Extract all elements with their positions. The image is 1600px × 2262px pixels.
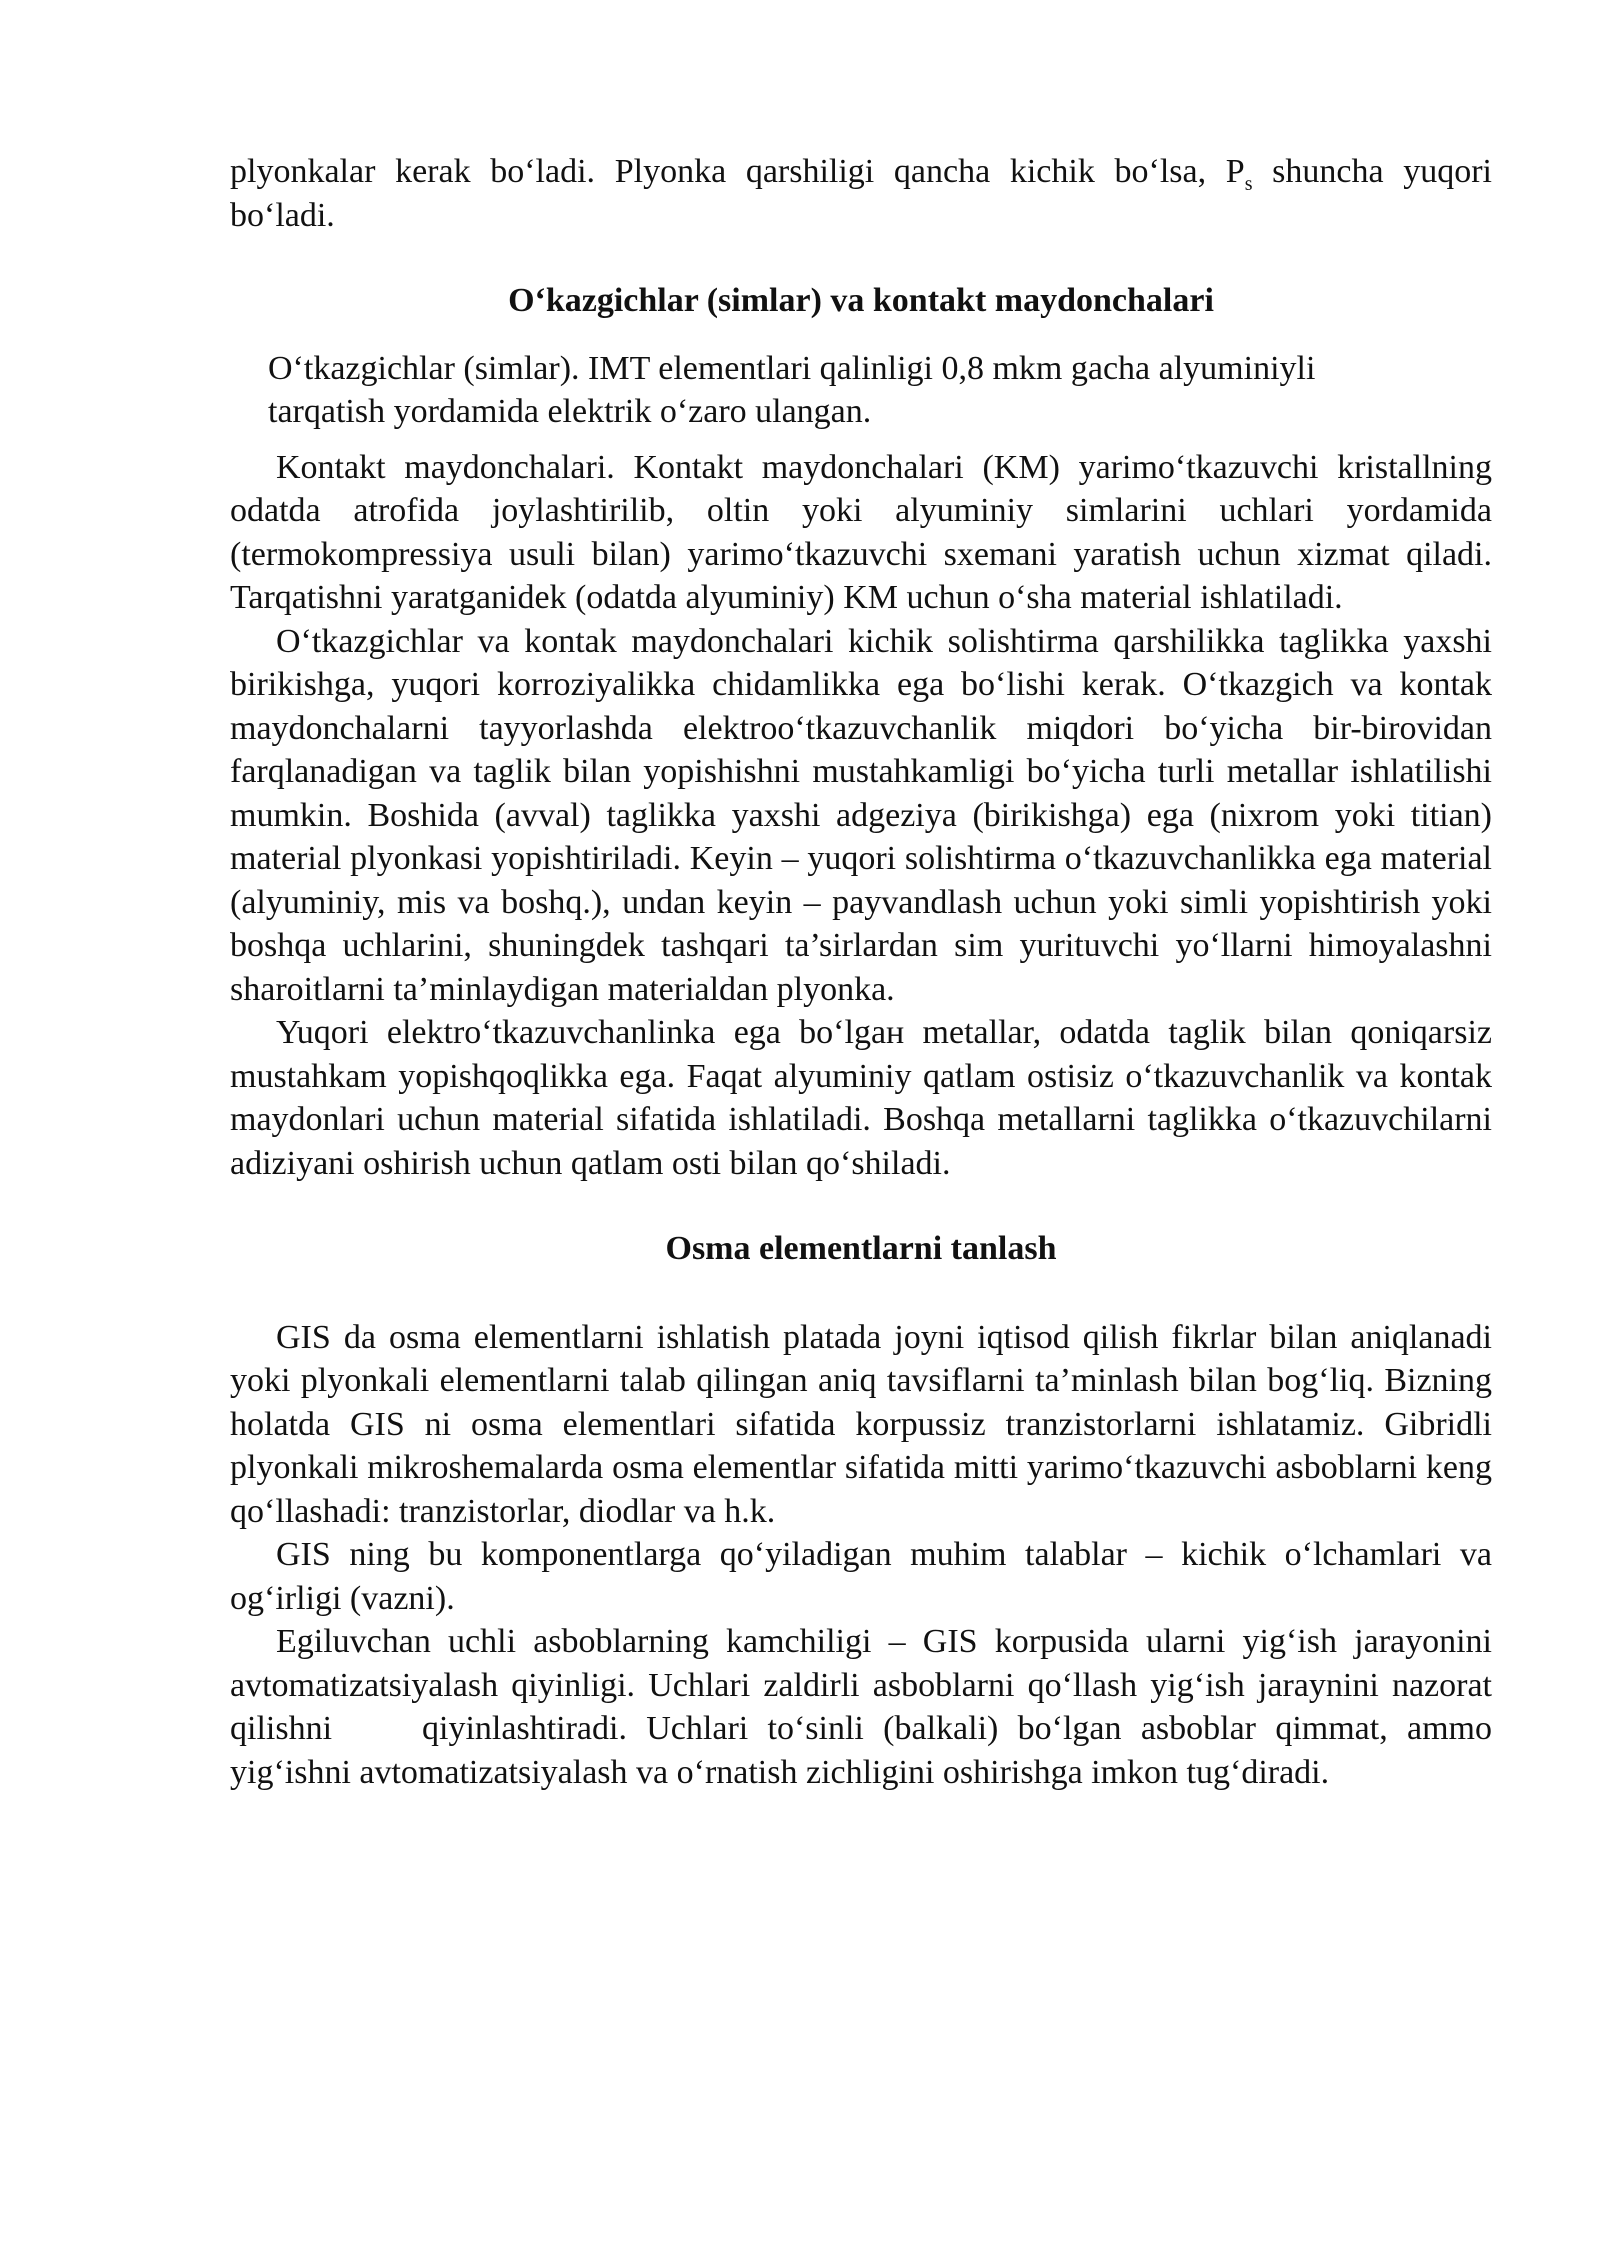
paragraph-gis-hinged-elements: GIS da osma elementlarni ishlatish platada joyni iqtisod qilish fikrlar bilan aniqlanadi yoki plyonkali elementlarni talab qilingan aniq tavsiflarni ta’minlash bilan bog‘liq. Bizning holatda GIS ni osma elementlari sifatida korpussiz tranzistorlarni ishlatamiz. Gibridli plyonkali mikroshemalarda osma elementlar sifatida mitti yarimo‘tkazuvchi asboblarni keng qo‘llashadi: tranzistorlar, diodlar va h.k. <box>230 1318 1492 1530</box>
flexible-leads-text-end: qiyinlashtiradi. Uchlari to‘sinli (balkali) bo‘lgan asboblar qimmat, ammo yig‘ishni avtomatizatsiyalash va o‘rnatish zichligini oshirishga imkon tug‘diradi. <box>230 1710 1492 1791</box>
intro-text-end: shuncha yuqori bo‘ladi. <box>230 153 1493 234</box>
section-heading-conductors: O‘kazgichlar (simlar) va kontakt maydonchalari <box>508 282 1214 319</box>
subscript-s: s <box>1244 172 1253 195</box>
paragraph-conductors-wires: O‘tkazgichlar (simlar). IMT elementlari qalinligi 0,8 mkm gacha alyuminiyli tarqatish yordamida elektrik o‘zaro ulangan. <box>268 349 1316 430</box>
paragraph-high-conductivity-metals: Yuqori elektro‘tkazuvchanlinka ega bo‘lgaн metallar, odatda taglik bilan qoniqarsiz mustahkam yopishqoqlikka ega. Faqat alyuminiy qatlam ostisiz o‘tkazuvchanlik va kontak maydonlari uchun material sifatida ishlatiladi. Boshqa metallarni taglikka o‘tkazuvchilarni adiziyani oshirish uchun qatlam osti bilan qo‘shiladi. <box>230 1014 1492 1182</box>
page-content <box>230 150 1492 1794</box>
intro-paragraph <box>230 150 1492 237</box>
paragraph-flexible-leads <box>230 1620 1492 1794</box>
paragraph-contact-pads: Kontakt maydonchalari. Kontakt maydonchalari (KM) yarimo‘tkazuvchi kristallning odatda atrofida joylashtirilib, oltin yoki alyuminiy simlarini uchlari yordamida (termokompressiya usuli bilan) yarimo‘tkazuvchi sxemani yaratish uchun xizmat qiladi. Tarqatishni yaratganidek (odatda alyuminiy) KM uchun o‘sha material ishlatiladi. <box>230 448 1492 616</box>
paragraph-gis-requirements: GIS ning bu komponentlarga qo‘yiladigan muhim talablar – kichik o‘lchamlari va og‘irligi (vazni). <box>230 1536 1492 1617</box>
paragraph-conductor-materials: O‘tkazgichlar va kontak maydonchalari kichik solishtirma qarshilikka taglikka yaxshi birikishga, yuqori korroziyalikka chidamlikka ega bo‘lishi kerak. O‘tkazgich va kontak maydonchalarni tayyorlashda elektroo‘tkazuvchanlik miqdori bo‘yicha bir-birovidan farqlanadigan va taglik bilan yopishishni mustahkamligi bo‘yicha turli metallar ishlatilishi mumkin. Boshida (avval) taglikka yaxshi adgeziya (birikishga) ega (nixrom yoki titian) material plyonkasi yopishtiriladi. Keyin – yuqori solishtirma o‘tkazuvchanlikka ega material (alyuminiy, mis va boshq.), undan keyin – payvandlash uchun yoki simli yopishtirish yoki boshqa uchlarini, shuningdek tashqari ta’sirlardan sim yurituvchi yo‘llarni himoyalashni sharoitlarni ta’minlaydigan materialdan plyonka. <box>230 622 1492 1008</box>
flexible-leads-text-start: Egiluvchan uchli asboblarning kamchiligi – GIS korpusida ularni yig‘ish jarayonini avtomatizatsiyalash qiyinligi. Uchlari zaldirli asboblarni qo‘llash yig‘ish jaraynini nazorat qilishni <box>230 1623 1492 1747</box>
intro-text-start: plyonkalar kerak bo‘ladi. Plyonka qarshiligi qancha kichik bo‘lsa, P <box>230 153 1245 190</box>
section-heading-hinged-elements: Osma elementlarni tanlash <box>665 1230 1057 1267</box>
